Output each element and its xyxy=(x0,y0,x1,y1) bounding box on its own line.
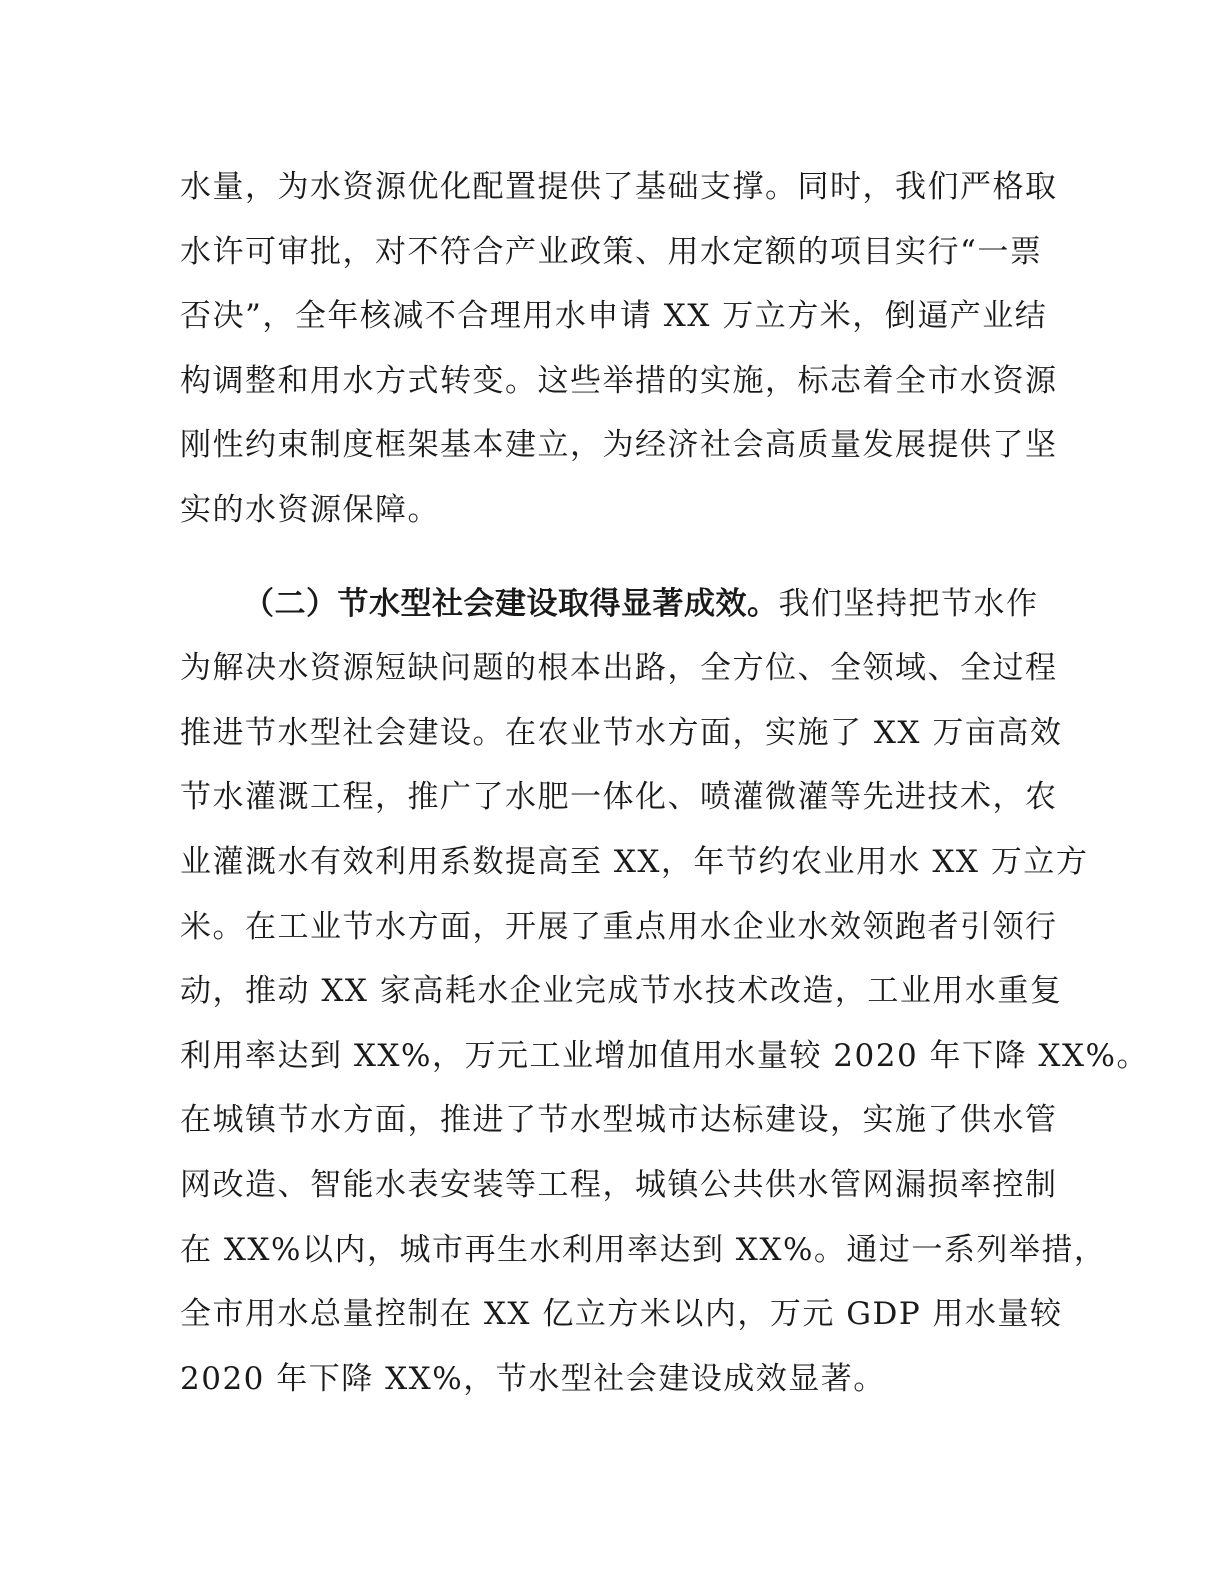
text-line: 实的水资源保障。 xyxy=(180,491,440,528)
text-line: 2020 年下降 XX%，节水型社会建设成效显著。 xyxy=(180,1360,886,1397)
document-page xyxy=(180,155,1149,1411)
text-fragment: 我们坚持把节水作 xyxy=(778,585,1039,622)
text-line: 节水灌溉工程，推广了水肥一体化、喷灌微灌等先进技术，农 xyxy=(180,779,1058,816)
text-line: 为解决水资源短缺问题的根本出路，全方位、全领域、全过程 xyxy=(180,650,1058,687)
text-line: 刚性约束制度框架基本建立，为经济社会高质量发展提供了坚 xyxy=(180,427,1058,464)
text-line: 网改造、智能水表安装等工程，城镇公共供水管网漏损率控制 xyxy=(180,1166,1058,1203)
text-line: 否决”，全年核减不合理用水申请 XX 万立方米，倒逼产业结 xyxy=(180,298,1048,335)
text-line: 水量，为水资源优化配置提供了基础支撑。同时，我们严格取 xyxy=(180,169,1058,205)
text-line: 全市用水总量控制在 XX 亿立方米以内，万元 GDP 用水量较 xyxy=(180,1296,1063,1333)
text-line: 构调整和用水方式转变。这些举措的实施，标志着全市水资源 xyxy=(180,362,1058,399)
text-line: 在城镇节水方面，推进了节水型城市达标建设，实施了供水管 xyxy=(180,1102,1058,1139)
text-line: 动，推动 XX 家高耗水企业完成节水技术改造，工业用水重复 xyxy=(180,973,1063,1010)
text-line: 推进节水型社会建设。在农业节水方面，实施了 XX 万亩高效 xyxy=(180,714,1063,751)
section-heading: （二）节水型社会建设取得显著成效。 xyxy=(243,585,779,622)
paragraph-spacer xyxy=(180,543,1035,572)
paragraph-water-resources xyxy=(180,155,1058,543)
text-line-first xyxy=(180,572,1039,637)
text-line: 利用率达到 XX%，万元工业增加值用水量较 2020 年下降 XX%。 xyxy=(180,1037,1149,1074)
text-line: 在 XX%以内，城市再生水利用率达到 XX%。通过一系列举措， xyxy=(180,1231,1107,1268)
text-line: 业灌溉水有效利用系数提高至 XX，年节约农业用水 XX 万立方 xyxy=(180,843,1089,880)
text-line: 米。在工业节水方面，开展了重点用水企业水效领跑者引领行 xyxy=(180,908,1058,945)
text-line: 水许可审批，对不符合产业政策、用水定额的项目实行“一票 xyxy=(180,233,1043,270)
paragraph-water-saving-society xyxy=(180,572,1149,1412)
